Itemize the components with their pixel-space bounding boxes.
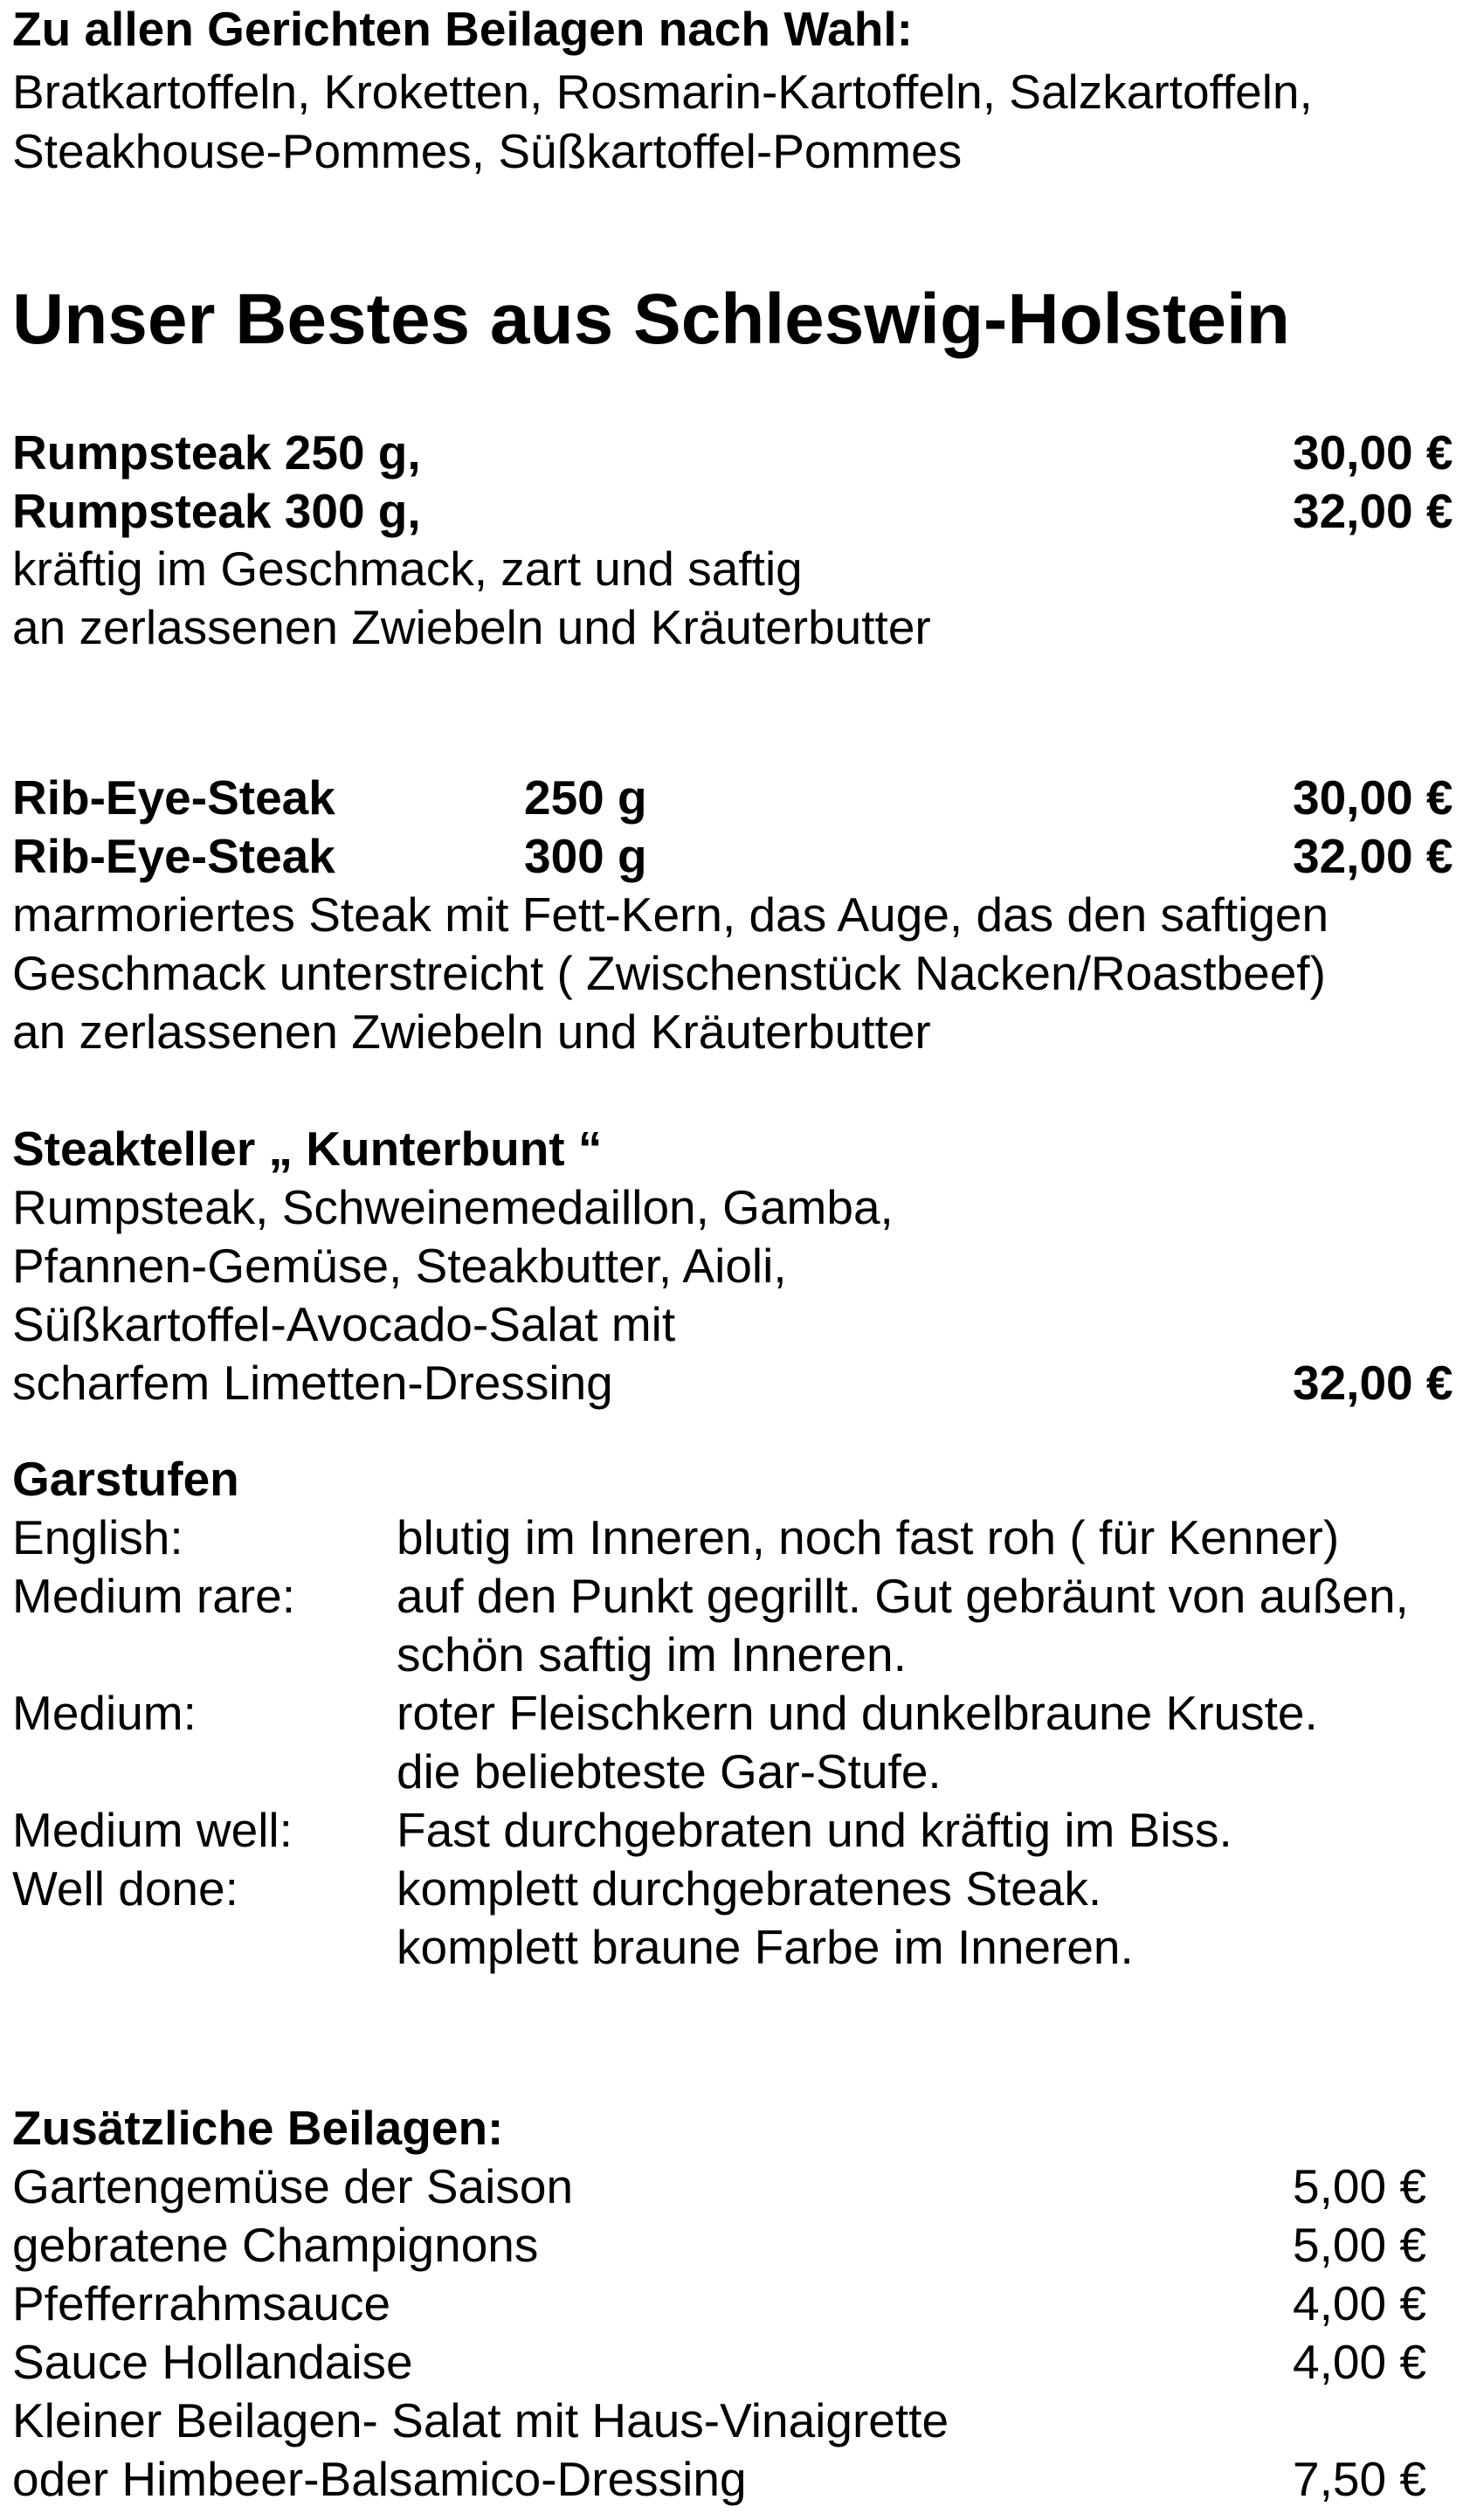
side-dishes-line: Steakhouse-Pommes, Süßkartoffel-Pommes — [12, 124, 963, 178]
ribeye-description: an zerlassenen Zwiebeln und Kräuterbutter — [12, 1005, 931, 1059]
extra-side-name: oder Himbeer-Balsamico-Dressing — [12, 2452, 747, 2506]
ribeye-300-price: 32,00 € — [1293, 829, 1453, 883]
garstufe-text: die beliebteste Gar-Stufe. — [397, 1744, 942, 1799]
extra-sides-title: Zusätzliche Beilagen: — [12, 2101, 504, 2155]
ribeye-250-name: Rib-Eye-Steak — [12, 770, 335, 825]
extra-side-price: 7,50 € — [1293, 2452, 1426, 2506]
extra-side-name: Sauce Hollandaise — [12, 2335, 413, 2389]
steakteller-description: scharfem Limetten-Dressing — [12, 1356, 613, 1410]
extra-side-name: Pfefferrahmsauce — [12, 2276, 391, 2330]
steakteller-description: Pfannen-Gemüse, Steakbutter, Aioli, — [12, 1239, 787, 1293]
rumpsteak-250-price: 30,00 € — [1293, 425, 1453, 480]
ribeye-description: Geschmack unterstreicht ( Zwischenstück Nacken/Roastbeef) — [12, 946, 1326, 1000]
garstufe-text: auf den Punkt gegrillt. Gut gebräunt von außen, — [397, 1569, 1409, 1623]
ribeye-300-name: Rib-Eye-Steak — [12, 829, 335, 883]
steakteller-price: 32,00 € — [1293, 1356, 1453, 1410]
ribeye-250-weight: 250 g — [524, 770, 647, 825]
garstufe-label: Medium rare: — [12, 1569, 295, 1623]
ribeye-description: marmoriertes Steak mit Fett-Kern, das Auge, das den saftigen — [12, 887, 1329, 942]
garstufe-label: English: — [12, 1510, 183, 1564]
rumpsteak-description: kräftig im Geschmack, zart und saftig — [12, 542, 803, 596]
steakteller-description: Süßkartoffel-Avocado-Salat mit — [12, 1297, 676, 1351]
rumpsteak-250-name: Rumpsteak 250 g, — [12, 425, 421, 480]
extra-side-name: Kleiner Beilagen- Salat mit Haus-Vinaigrette — [12, 2393, 949, 2448]
extra-side-name: gebratene Champignons — [12, 2218, 539, 2272]
extra-side-name: Gartengemüse der Saison — [12, 2159, 574, 2213]
section-title: Unser Bestes aus Schleswig-Holstein — [12, 280, 1290, 359]
garstufe-label: Medium well: — [12, 1803, 293, 1857]
extra-side-price: 5,00 € — [1293, 2159, 1426, 2213]
garstufe-text: schön saftig im Inneren. — [397, 1627, 907, 1681]
rumpsteak-300-name: Rumpsteak 300 g, — [12, 484, 421, 538]
side-dishes-line: Bratkartoffeln, Kroketten, Rosmarin-Kartoffeln, Salzkartoffeln, — [12, 65, 1313, 119]
extra-side-price: 4,00 € — [1293, 2276, 1426, 2330]
side-dishes-heading: Zu allen Gerichten Beilagen nach Wahl: — [12, 2, 913, 56]
garstufe-text: roter Fleischkern und dunkelbraune Kruste. — [397, 1686, 1318, 1740]
garstufe-text: komplett durchgebratenes Steak. — [397, 1861, 1102, 1916]
extra-side-price: 4,00 € — [1293, 2335, 1426, 2389]
garstufe-text: Fast durchgebraten und kräftig im Biss. — [397, 1803, 1232, 1857]
rumpsteak-description: an zerlassenen Zwiebeln und Kräuterbutter — [12, 600, 931, 654]
rumpsteak-300-price: 32,00 € — [1293, 484, 1453, 538]
ribeye-300-weight: 300 g — [524, 829, 647, 883]
garstufe-text: komplett braune Farbe im Inneren. — [397, 1920, 1134, 1974]
garstufe-label: Well done: — [12, 1861, 238, 1916]
garstufen-title: Garstufen — [12, 1452, 239, 1506]
garstufe-label: Medium: — [12, 1686, 197, 1740]
steakteller-title: Steakteller „ Kunterbunt “ — [12, 1122, 603, 1176]
garstufe-text: blutig im Inneren, noch fast roh ( für Kenner) — [397, 1510, 1340, 1564]
extra-side-price: 5,00 € — [1293, 2218, 1426, 2272]
steakteller-description: Rumpsteak, Schweinemedaillon, Gamba, — [12, 1180, 894, 1234]
ribeye-250-price: 30,00 € — [1293, 770, 1453, 825]
